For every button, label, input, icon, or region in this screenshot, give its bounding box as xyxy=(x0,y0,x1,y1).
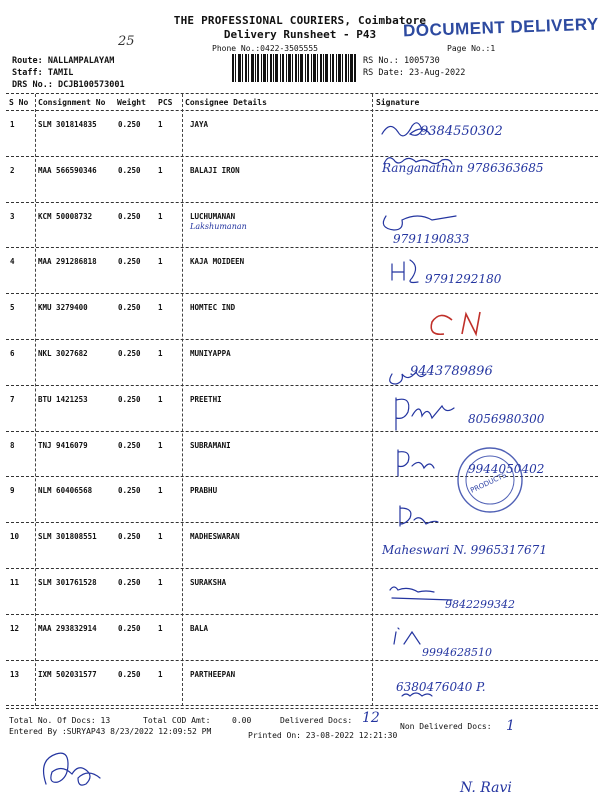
row-weight: 0.250 xyxy=(118,211,141,221)
row-consignee: HOMTEC IND xyxy=(190,303,236,313)
row-pcs: 1 xyxy=(158,165,163,175)
row-consignee: JAYA xyxy=(190,120,209,129)
row-consignment: SLM 301808551 xyxy=(38,532,97,542)
row-consignment: TNJ 9416079 xyxy=(38,440,88,450)
footer-separator xyxy=(6,708,598,709)
row-pcs: 1 xyxy=(158,349,163,358)
sign-row-4: 9791292180 xyxy=(425,272,502,286)
row-sno: 11 xyxy=(10,578,20,587)
row-pcs: 1 xyxy=(158,532,163,542)
non-delivered-hand: 1 xyxy=(506,718,515,734)
sign-row-11: 9842299342 xyxy=(445,598,515,611)
row-consignment: SLM 301814835 xyxy=(38,120,97,129)
row-consignment: MAA 291286818 xyxy=(38,257,97,267)
header-separator-top xyxy=(6,93,598,94)
row-weight: 0.250 xyxy=(118,578,141,587)
row-weight: 0.250 xyxy=(118,623,141,633)
col-header-consignee: Consignee Details xyxy=(185,98,267,107)
row-sno: 1 xyxy=(10,120,15,129)
document-delivery-stamp: DOCUMENT DELIVERY xyxy=(402,14,600,41)
row-consignee: LUCHUMANAN xyxy=(190,211,236,221)
col-header-sno: S No xyxy=(9,98,29,107)
row-consignment: IXM 502031577 xyxy=(38,669,97,679)
row-weight: 0.250 xyxy=(118,486,141,496)
phone-number: Phone No.:0422-3505555 xyxy=(212,44,318,53)
sign-row-10: Maheswari N. 9965317671 xyxy=(382,543,547,557)
sign-row-6: 9443789896 xyxy=(410,364,493,379)
row-consignee: PRABHU xyxy=(190,486,218,496)
row-weight: 0.250 xyxy=(118,532,141,542)
col-header-signature: Signature xyxy=(376,98,420,107)
total-cod-label: Total COD Amt: xyxy=(143,716,211,725)
staff-signature xyxy=(36,744,116,794)
row-sno: 12 xyxy=(10,623,20,633)
col-header-consignment: Consignment No xyxy=(38,98,106,107)
row-consignment: NLM 60406568 xyxy=(38,486,93,496)
sign-row-3: 9791190833 xyxy=(393,232,470,246)
col-header-weight: Weight xyxy=(117,98,146,107)
barcode-image xyxy=(232,54,356,82)
row-sno: 9 xyxy=(10,486,15,496)
col-header-pcs: PCS xyxy=(158,98,173,107)
row-consignee: SUBRAMANI xyxy=(190,440,231,450)
svg-text:PRODUCTS: PRODUCTS xyxy=(469,471,508,495)
document-subtitle: Delivery Runsheet - P43 xyxy=(223,28,377,41)
row-pcs: 1 xyxy=(158,120,163,129)
sign-row-2: Ranganathan 9786363685 xyxy=(382,161,544,175)
row-pcs: 1 xyxy=(158,257,163,267)
row-consignment: MAA 566590346 xyxy=(38,165,97,175)
sign-row-1: 9384550302 xyxy=(420,124,503,139)
row-sno: 7 xyxy=(10,394,15,404)
drs-number: DRS No.: DCJB100573001 xyxy=(12,80,125,90)
row-sno: 3 xyxy=(10,211,15,221)
row-weight: 0.250 xyxy=(118,440,141,450)
delivered-docs-hand: 12 xyxy=(362,710,380,726)
page-number: Page No.:1 xyxy=(447,44,496,53)
row-weight: 0.250 xyxy=(118,394,141,404)
row-pcs: 1 xyxy=(158,623,163,633)
non-delivered-label: Non Delivered Docs: xyxy=(400,722,492,731)
row-consignee: BALA xyxy=(190,623,209,633)
staff: Staff: TAMIL xyxy=(12,68,74,78)
row-consignment: KMU 3279400 xyxy=(38,303,88,313)
entered-by: Entered By :SURYAP43 8/23/2022 12:09:52 PM xyxy=(9,727,212,736)
row-weight: 0.250 xyxy=(118,120,141,129)
sign-row-12: 9994628510 xyxy=(422,646,492,659)
rs-number: RS No.: 1005730 xyxy=(363,56,440,66)
row-sno: 10 xyxy=(10,532,20,542)
row-pcs: 1 xyxy=(158,394,163,404)
row-weight: 0.250 xyxy=(118,257,141,267)
total-docs: Total No. Of Docs: 13 xyxy=(9,716,111,725)
row-consignee: MUNIYAPPA xyxy=(190,349,231,358)
row-sno: 5 xyxy=(10,303,15,313)
row-consignment: SLM 301761528 xyxy=(38,578,97,587)
row-pcs: 1 xyxy=(158,440,163,450)
row-sno: 4 xyxy=(10,257,15,267)
row-consignment: MAA 293832914 xyxy=(38,623,97,633)
row-consignment: BTU 1421253 xyxy=(38,394,88,404)
row-consignee: KAJA MOIDEEN xyxy=(190,257,245,267)
sign-row-7: 8056980300 xyxy=(468,412,545,426)
row-sno: 2 xyxy=(10,165,15,175)
row-weight: 0.250 xyxy=(118,349,141,358)
sign-row-13: 6380476040 P. xyxy=(396,680,486,694)
row-consignee: BALAJI IRON xyxy=(190,165,240,175)
row-pcs: 1 xyxy=(158,303,163,313)
row-sno: 6 xyxy=(10,349,15,358)
row-consignee: PARTHEEPAN xyxy=(190,669,236,679)
row-consignee: PREETHI xyxy=(190,394,222,404)
sign-row-8: 9944050402 xyxy=(468,462,545,476)
row-pcs: 1 xyxy=(158,669,163,679)
row-weight: 0.250 xyxy=(118,303,141,313)
row-pcs: 1 xyxy=(158,578,163,587)
row-sno: 8 xyxy=(10,440,15,450)
row-consignment: KCM 50008732 xyxy=(38,211,93,221)
rs-date: RS Date: 23-Aug-2022 xyxy=(363,68,466,78)
row-consignment: NKL 3027682 xyxy=(38,349,88,358)
bottom-signature: N. Ravi xyxy=(460,780,512,796)
row-pcs: 1 xyxy=(158,211,163,221)
row-pcs: 1 xyxy=(158,486,163,496)
header-separator-bottom xyxy=(6,110,598,111)
row-sno: 13 xyxy=(10,669,20,679)
route: Route: NALLAMPALAYAM xyxy=(12,56,115,66)
row-consignee: SURAKSHA xyxy=(190,578,227,587)
document-title: THE PROFESSIONAL COURIERS, Coimbatore xyxy=(173,14,427,27)
row-consignee: MADHESWARAN xyxy=(190,532,240,542)
handwritten-note: 25 xyxy=(118,34,135,49)
row-weight: 0.250 xyxy=(118,165,141,175)
row-consignee-note: Lakshumanan xyxy=(190,221,247,231)
printed-on: Printed On: 23-08-2022 12:21:30 xyxy=(248,731,398,740)
row-weight: 0.250 xyxy=(118,669,141,679)
total-cod-value: 0.00 xyxy=(232,716,252,725)
delivered-docs-label: Delivered Docs: xyxy=(280,716,353,725)
